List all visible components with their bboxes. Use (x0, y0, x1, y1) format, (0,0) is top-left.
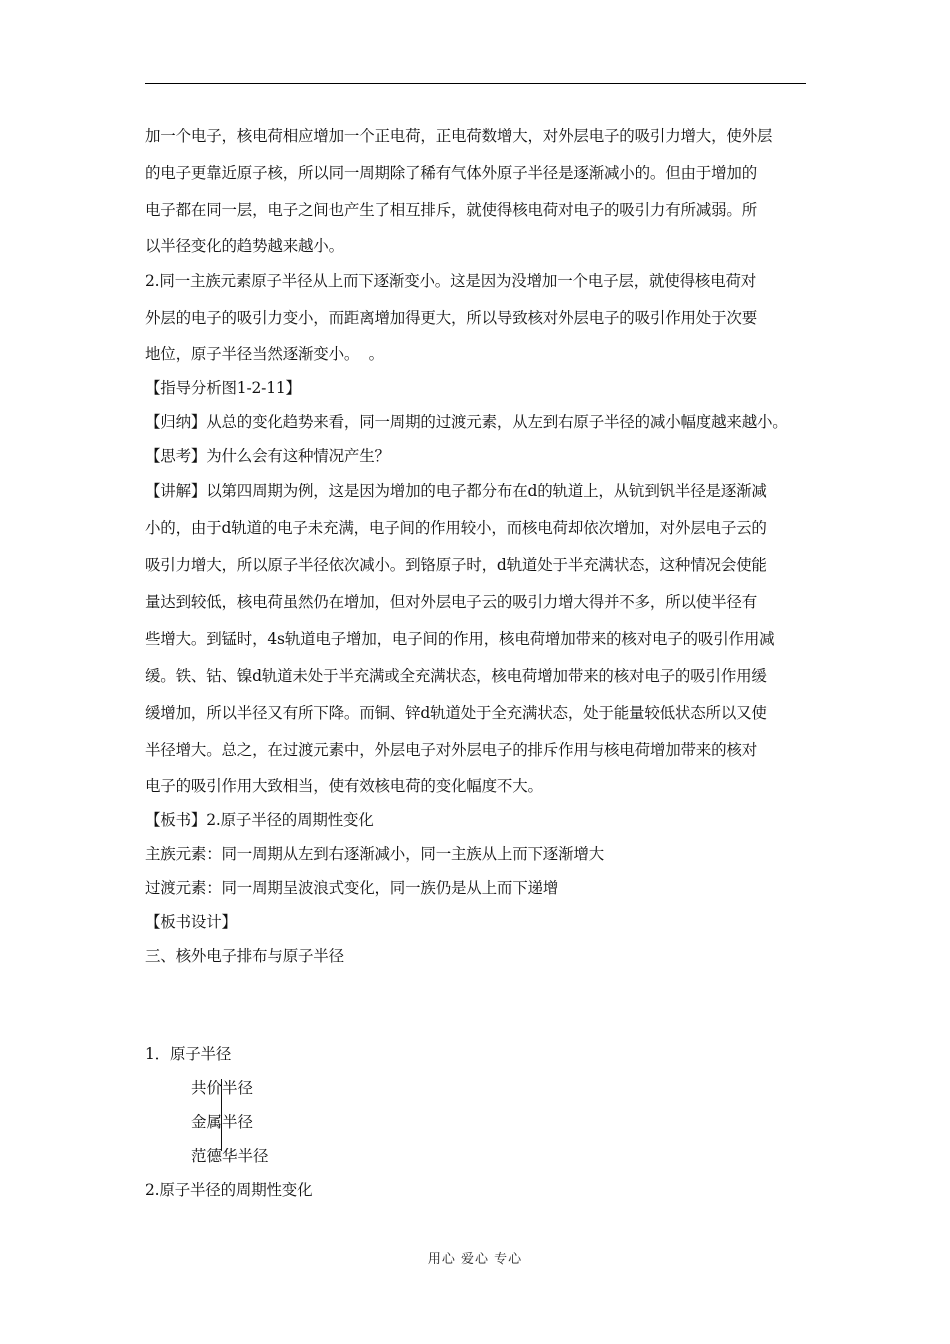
list-item: 范德华半径 (191, 1147, 269, 1165)
transition-line: 过渡元素：同一周期呈波浪式变化，同一族仍是从上而下递增 (145, 879, 559, 897)
paragraph-line: 电子都在同一层，电子之间也产生了相互排斥，就使得核电荷对电子的吸引力有所减弱。所 (145, 201, 758, 219)
list-item: 共价半径 (191, 1079, 254, 1097)
header-rule (145, 83, 806, 84)
think-line: 【思考】为什么会有这种情况产生？ (145, 447, 390, 465)
outline-heading-1: 1．原子半径 (145, 1045, 232, 1063)
radius-type-list (191, 1071, 815, 1173)
explain-line: 缓。铁、钴、镍d轨道未处于半充满或全充满状态，核电荷增加带来的核对电子的吸引作用缓 (145, 667, 767, 685)
paragraph-line: 地位，原子半径当然逐渐变小。 。 (145, 345, 384, 363)
explain-line: 【讲解】以第四周期为例，这是因为增加的电子都分布在d的轨道上，从钪到钒半径是逐渐减 (145, 482, 767, 500)
paragraph-line: 以半径变化的趋势越来越小。 (145, 237, 344, 255)
main-group-line: 主族元素：同一周期从左到右逐渐减小，同一主族从上而下逐渐增大 (145, 845, 605, 863)
blackboard-heading: 【板书】2.原子半径的周期性变化 (145, 811, 374, 829)
summary-line: 【归纳】从总的变化趋势来看，同一周期的过渡元素，从左到右原子半径的减小幅度越来越小。 (145, 413, 788, 431)
guide-heading: 【指导分析图1-2-11】 (145, 379, 301, 397)
outline-heading-2: 2.原子半径的周期性变化 (145, 1181, 313, 1199)
list-item: 金属半径 (191, 1113, 254, 1131)
paragraph-line: 2.同一主族元素原子半径从上而下逐渐变小。这是因为没增加一个电子层，就使得核电荷对 (145, 272, 757, 290)
brace-bracket (221, 1079, 230, 1151)
explain-line: 量达到较低，核电荷虽然仍在增加，但对外层电子云的吸引力增大得并不多，所以使半径有 (145, 593, 758, 611)
paragraph-line: 的电子更靠近原子核，所以同一周期除了稀有气体外原子半径是逐渐减小的。但由于增加的 (145, 164, 758, 182)
page-footer: 用心 爱心 专心 (427, 1252, 523, 1267)
explain-line: 电子的吸引作用大致相当，使有效核电荷的变化幅度不大。 (145, 777, 543, 795)
board-design-heading: 【板书设计】 (145, 913, 237, 931)
explain-line: 些增大。到锰时，4s轨道电子增加，电子间的作用，核电荷增加带来的核对电子的吸引作用减 (145, 630, 775, 648)
explain-line: 半径增大。总之，在过渡元素中，外层电子对外层电子的排斥作用与核电荷增加带来的核对 (145, 741, 758, 759)
paragraph-line: 加一个电子，核电荷相应增加一个正电荷，正电荷数增大，对外层电子的吸引力增大，使外层 (145, 127, 773, 145)
section-title: 三、核外电子排布与原子半径 (145, 947, 344, 965)
explain-line: 小的，由于d轨道的电子未充满，电子间的作用较小，而核电荷却依次增加，对外层电子云的 (145, 519, 767, 537)
paragraph-line: 外层的电子的吸引力变小，而距离增加得更大，所以导致核对外层电子的吸引作用处于次要 (145, 309, 758, 327)
explain-line: 吸引力增大，所以原子半径依次减小。到铬原子时，d轨道处于半充满状态，这种情况会使能 (145, 556, 767, 574)
explain-line: 缓增加，所以半径又有所下降。而铜、锌d轨道处于全充满状态，处于能量较低状态所以又使 (145, 704, 767, 722)
document-body (145, 118, 815, 1207)
